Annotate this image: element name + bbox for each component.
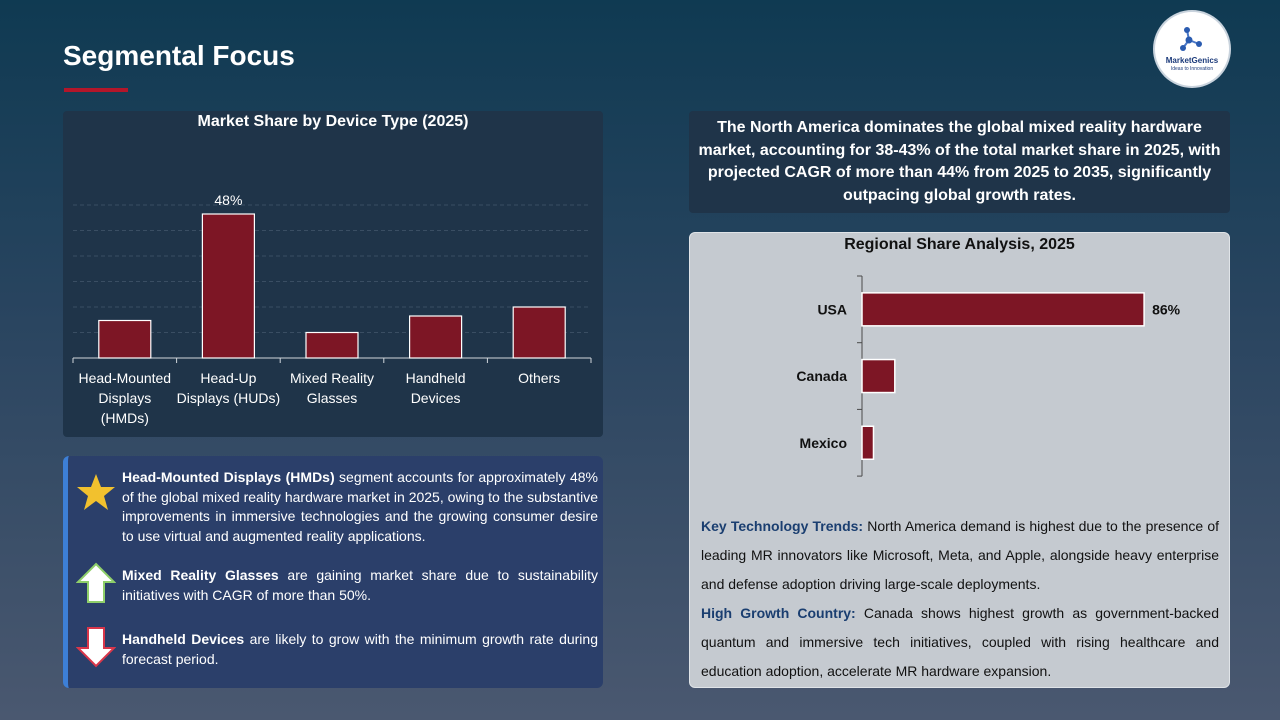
growth-country-text: Canada shows highest growth as government-backed quantum and immersive tech initiatives, coupled with rising healthcare and education adoption, accelerate MR hardware expansion. xyxy=(701,605,1220,679)
hmd-insight-label: Head-Mounted Displays (HMDs) xyxy=(122,469,335,485)
regional-chart-title: Regional Share Analysis, 2025 xyxy=(844,236,1075,253)
regional-share-panel xyxy=(689,232,1230,688)
bar xyxy=(862,360,895,393)
handheld-insight-label: Handheld Devices xyxy=(122,631,245,647)
bar xyxy=(862,293,1144,326)
north-america-highlight: The North America dominates the global mixed reality hardware market, accounting for 38-43% of the total market share in 2025, with projected CAGR of more than 44% from 2025 to 2035, significantly outpacing global growth rates. xyxy=(689,111,1230,213)
glasses-insight-text: are gaining market share due to sustainability initiatives with CAGR of more than 50%. xyxy=(122,567,598,603)
tech-trends-label: Key Technology Trends: xyxy=(701,518,864,534)
growth-country-paragraph xyxy=(701,599,1219,686)
bar xyxy=(306,333,358,359)
network-icon xyxy=(1179,26,1205,54)
arrow-down-icon xyxy=(76,626,116,673)
y-tick-label: Canada xyxy=(796,368,847,385)
star-icon xyxy=(76,472,116,517)
title-underline xyxy=(64,88,128,92)
glasses-insight xyxy=(122,566,598,605)
company-logo xyxy=(1155,12,1229,86)
bar xyxy=(99,321,151,359)
tech-trends-text: North America demand is highest due to the presence of leading MR innovators like Microsoft, Meta, and Apple, alongside heavy enterprise and defense adoption driving large-scale deployments. xyxy=(701,518,1219,592)
data-label: 48% xyxy=(214,192,243,208)
segment-insights-box xyxy=(63,456,603,688)
y-tick-label: USA xyxy=(817,301,847,318)
x-tick-label: Head-Mounted Displays (HMDs) xyxy=(78,370,172,426)
x-tick-label: Head-Up Displays (HUDs) xyxy=(176,370,281,406)
handheld-insight-text: are likely to grow with the minimum growth rate during forecast period. xyxy=(122,631,598,667)
handheld-insight xyxy=(122,630,598,669)
hmd-insight-text: segment accounts for approximately 48% of the global mixed reality hardware market in 2025, owing to the substantive improvements in immersive technologies and the growing consumer desire to use virtual and augmented reality applications. xyxy=(122,469,598,544)
bar xyxy=(202,214,254,358)
device-share-chart-panel xyxy=(63,111,603,437)
page-title: Segmental Focus xyxy=(63,40,295,71)
x-tick-label: Handheld Devices xyxy=(405,370,466,406)
bar xyxy=(862,426,873,459)
x-tick-label: Others xyxy=(518,370,561,386)
x-tick-label: Mixed Reality Glasses xyxy=(289,370,375,406)
bar xyxy=(410,316,462,358)
logo-tagline: Ideas to Innovation xyxy=(1170,66,1214,72)
data-label: 86% xyxy=(1152,301,1181,318)
device-chart-title: Market Share by Device Type (2025) xyxy=(197,113,469,130)
arrow-up-icon xyxy=(76,562,116,609)
glasses-insight-label: Mixed Reality Glasses xyxy=(122,567,279,583)
growth-country-label: High Growth Country: xyxy=(701,605,856,621)
logo-brand: MarketGenics xyxy=(1165,56,1219,65)
regional-share-bar-chart xyxy=(690,233,1229,503)
bar xyxy=(513,307,565,358)
hmd-insight xyxy=(122,468,598,546)
regional-trends xyxy=(701,512,1219,686)
y-tick-label: Mexico xyxy=(799,434,847,451)
tech-trends-paragraph xyxy=(701,512,1219,599)
